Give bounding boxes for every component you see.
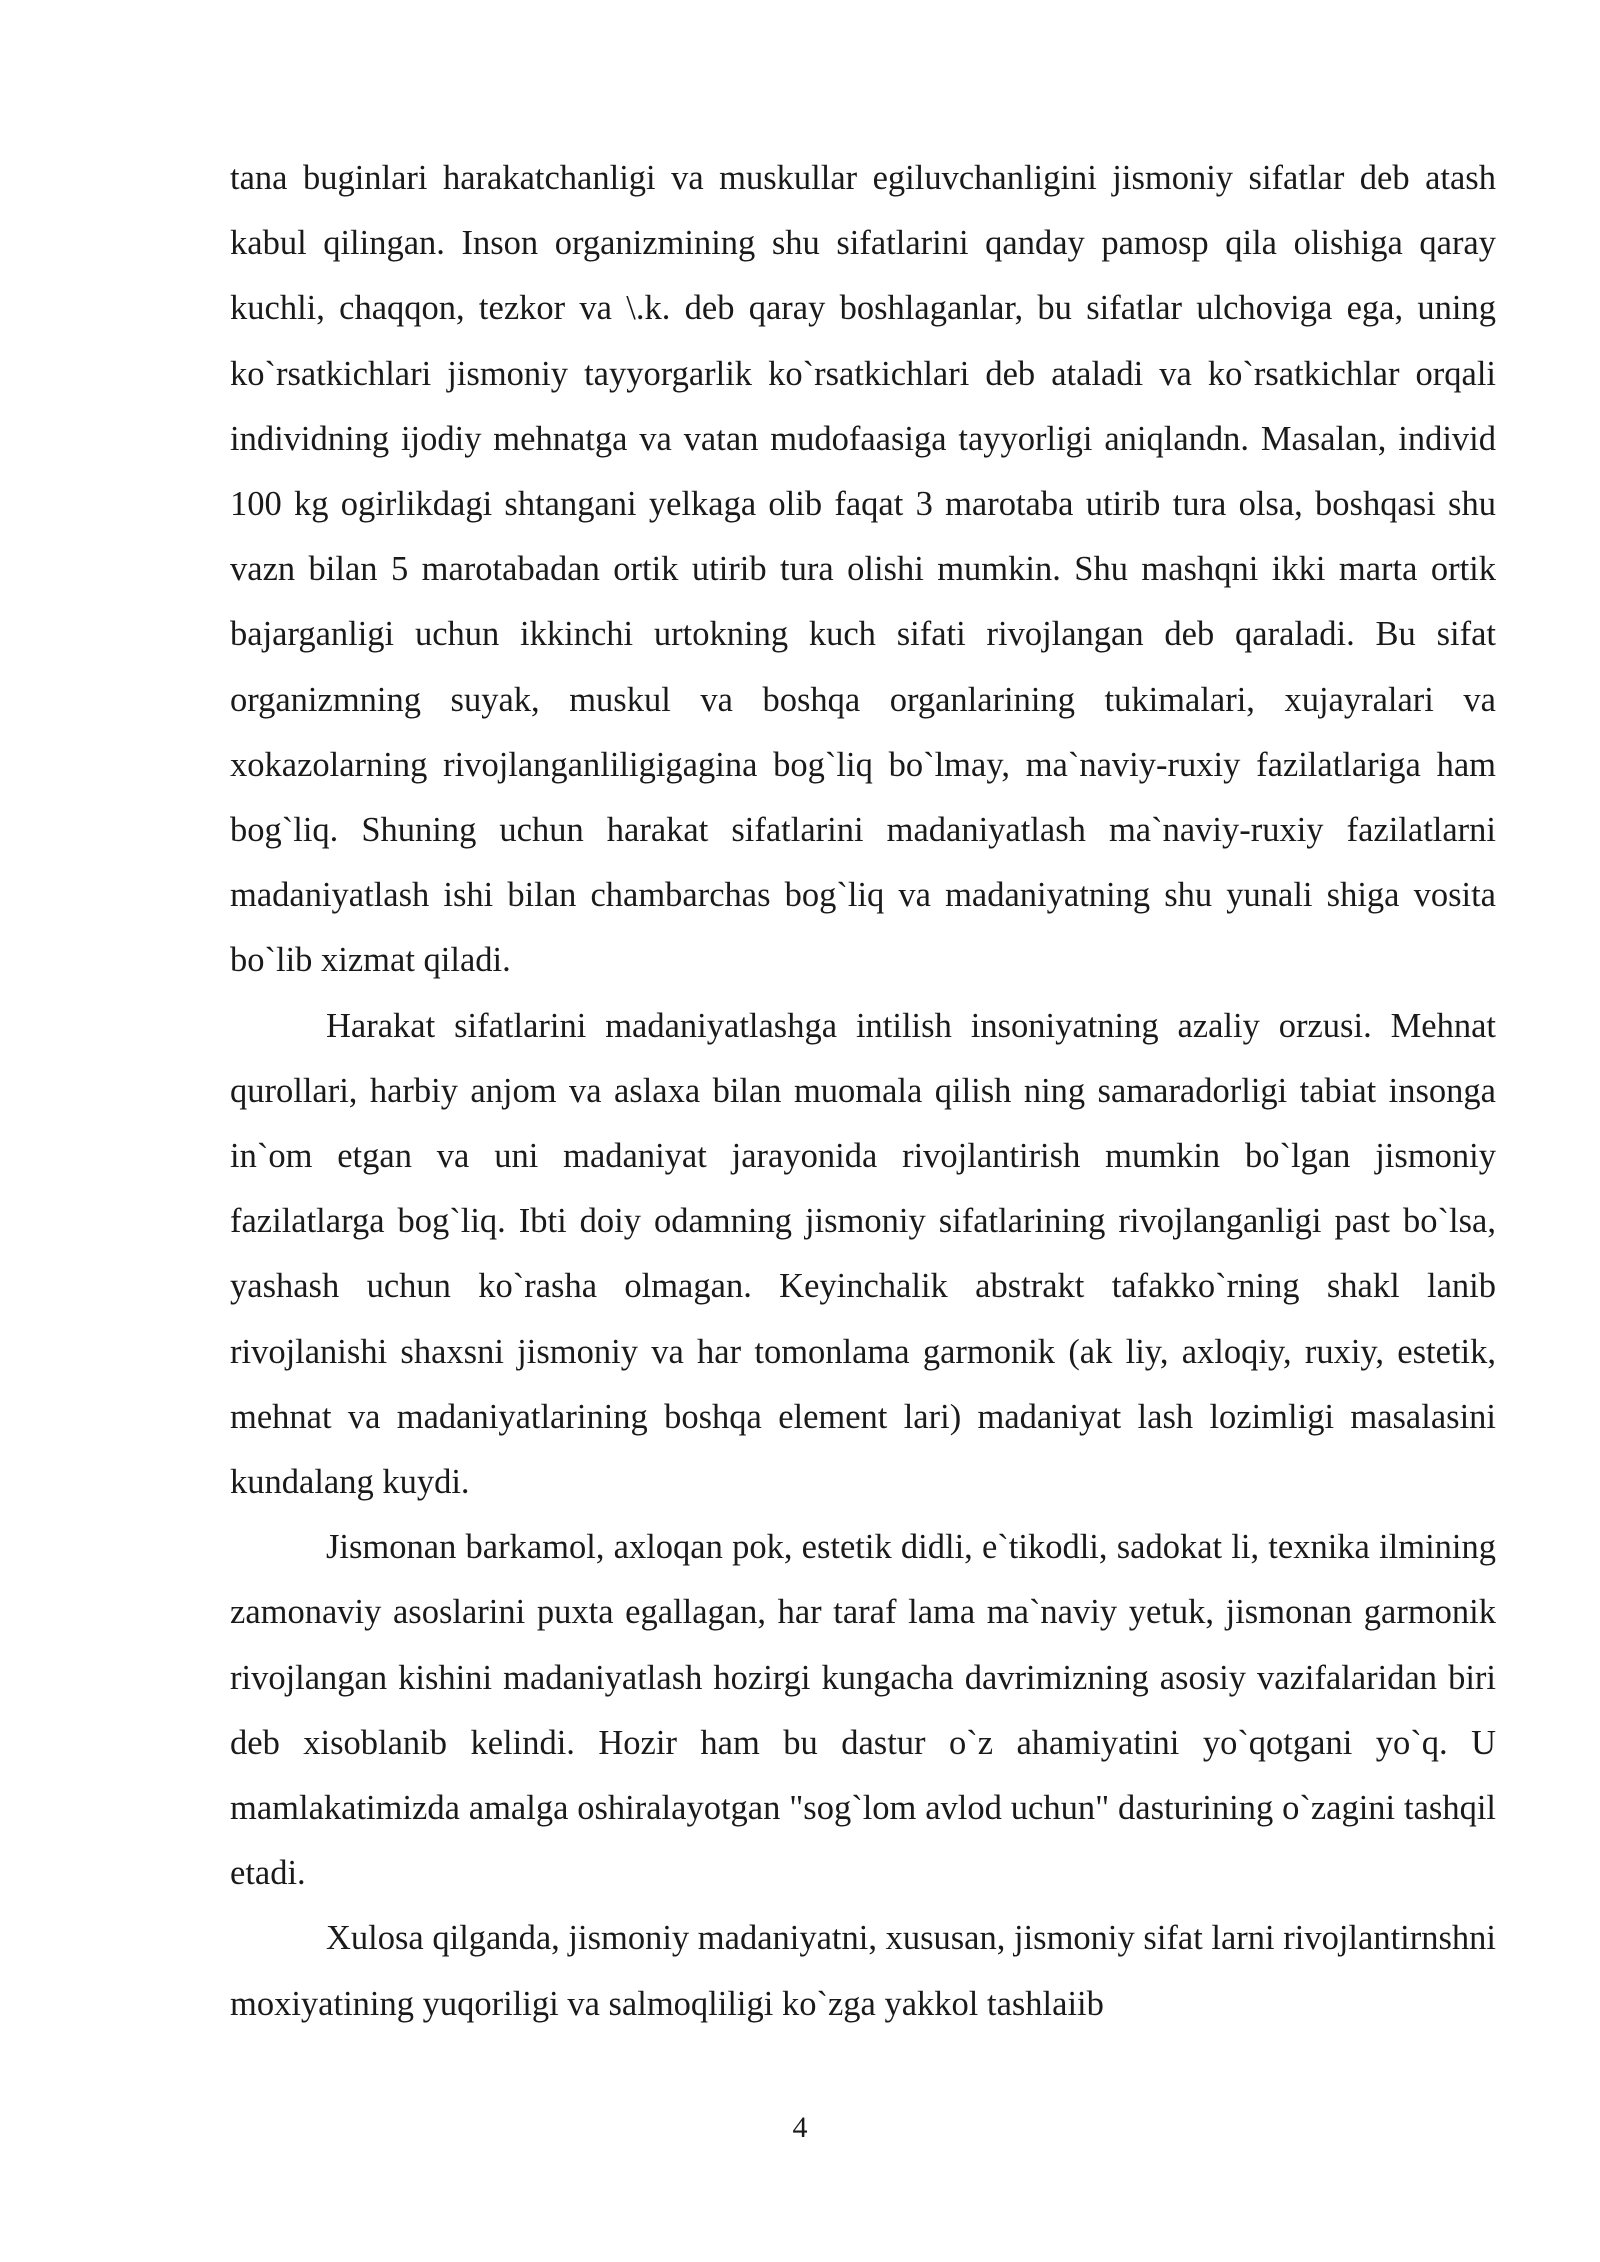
paragraph-continuation: tana buginlari harakatchanligi va muskullar egiluvchanligini jismoniy sifatlar deb atash kabul qilingan. Inson organizmining shu sifatlarini qanday pamosp qila olishiga qaray kuchli, chaqqon, tezkor va \.k. deb qaray boshlaganlar, bu sifatlar ulchoviga ega, uning ko`rsatkichlari jismoniy tayyorgarlik ko`rsatkichlari deb ataladi va ko`rsatkichlar orqali individning ijodiy mehnatga va vatan mudofaasiga tayyorligi aniqlandn. Masalan, individ 100 kg ogirlikdagi shtangani yelkaga olib faqat 3 marotaba utirib tura olsa, boshqasi shu vazn bilan 5 marotabadan ortik utirib tura olishi mumkin. Shu mashqni ikki marta ortik bajarganligi uchun ikkinchi urtokning kuch sifati rivojlangan deb qaraladi. Bu sifat organizmning suyak, muskul va boshqa organlarining tukimalari, xujayralari va xokazolarning rivojlanganliligigagina bog`liq bo`lmay, ma`naviy-ruxiy fazilatlariga ham bog`liq. Shuning uchun harakat sifatlarini madaniyatlash ma`naviy-ruxiy fazilatlarni madaniyatlash ishi bilan chambarchas bog`liq va madaniyatning shu yunali shiga vosita bo`lib xizmat qiladi.	[230, 159, 1496, 980]
paragraph: Jismonan barkamol, axloqan pok, estetik didli, e`tikodli, sadokat li, texnika ilmining zamonaviy asoslarini puxta egallagan, har taraf lama ma`naviy yetuk, jismonan garmonik rivojlangan kishini madaniyatlash hozirgi kungacha davrimizning asosiy vazifalaridan biri deb xisoblanib kelindi. Hozir ham bu dastur o`z ahamiyatini yo`qotgani yo`q. U mamlakatimizda amalga oshiralayotgan "sog`lom avlod uchun" dasturining o`zagini tashqil etadi.	[230, 1528, 1496, 1893]
paragraph: Harakat sifatlarini madaniyatlashga intilish insoniyatning azaliy orzusi. Mehnat qurollari, harbiy anjom va aslaxa bilan muomala qilish ning samaradorligi tabiat insonga in`om etgan va uni madaniyat jarayonida rivojlantirish mumkin bo`lgan jismoniy fazilatlarga bog`liq. Ibti doiy odamning jismoniy sifatlarining rivojlanganligi past bo`lsa, yashash uchun ko`rasha olmagan. Keyinchalik abstrakt tafakko`rning shakl lanib rivojlanishi shaxsni jismoniy va har tomonlama garmonik (ak liy, axloqiy, ruxiy, estetik, mehnat va madaniyatlarining boshqa element lari) madaniyat lash lozimligi masalasini kundalang kuydi.	[230, 1006, 1496, 1502]
body-text	[230, 146, 1496, 2037]
page-number: 4	[792, 2111, 808, 2144]
paragraph: Xulosa qilganda, jismoniy madaniyatni, xususan, jismoniy sifat larni rivojlantirnshni moxiyatining yuqoriligi va salmoqliligi ko`zga yakkol tashlaiib	[230, 1919, 1496, 2023]
